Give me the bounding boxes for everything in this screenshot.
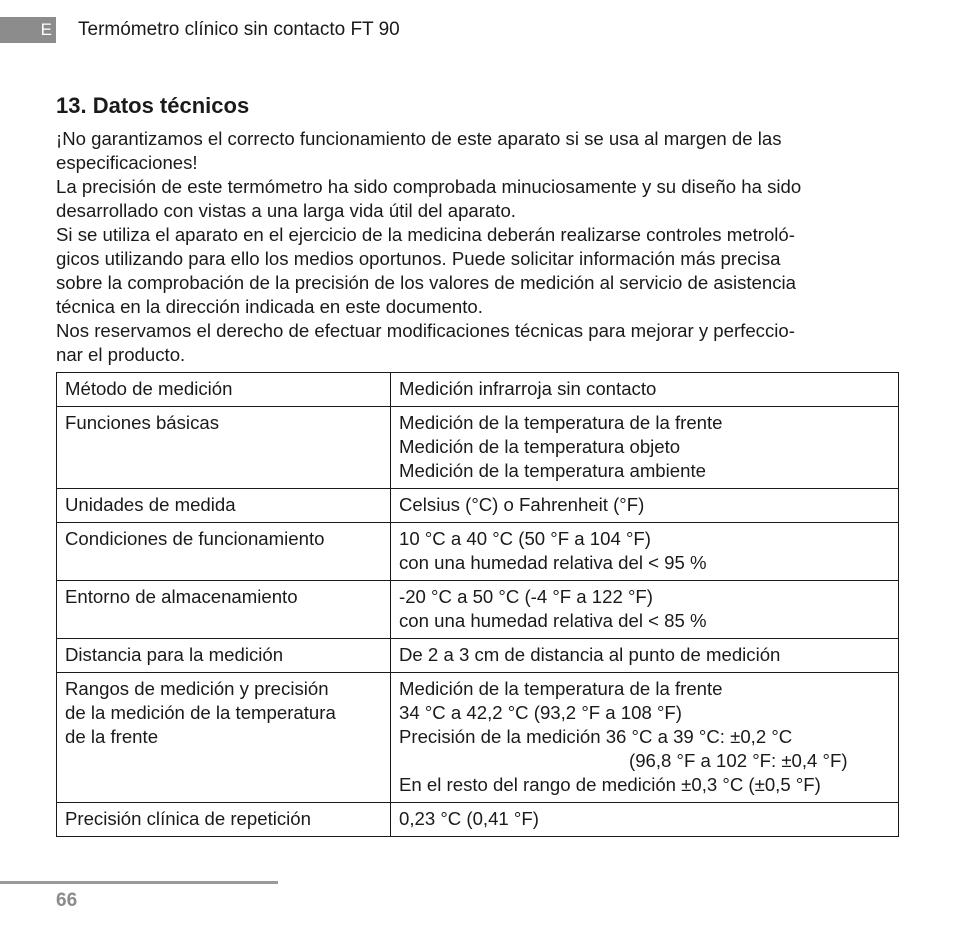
spec-value-line: Medición de la temperatura de la frente (399, 412, 723, 433)
spec-value (391, 639, 899, 673)
spec-label (57, 639, 391, 673)
spec-label-line: Funciones básicas (65, 412, 219, 433)
intro-line: sobre la comprobación de la precisión de los valores de medición al servicio de asistencia (56, 272, 797, 293)
intro-line: desarrollado con vistas a una larga vida útil del aparato. (56, 200, 516, 221)
intro-line: Si se utiliza el aparato en el ejercicio de la medicina deberán realizarse controles metroló- (56, 224, 795, 245)
intro-line: gicos utilizando para ello los medios oportunos. Puede solicitar información más precisa (56, 248, 781, 269)
language-tab: E (0, 17, 56, 43)
intro-line: ¡No garantizamos el correcto funcionamiento de este aparato si se usa al margen de las (56, 128, 782, 149)
table-row (57, 639, 899, 673)
technical-data-table (56, 372, 899, 837)
page-number: 66 (56, 890, 78, 911)
intro-line: nar el producto. (56, 344, 186, 365)
spec-label-line: Unidades de medida (65, 494, 236, 515)
spec-value-line: Medición de la temperatura de la frente (399, 678, 723, 699)
spec-value (391, 523, 899, 581)
spec-label (57, 803, 391, 837)
spec-label (57, 523, 391, 581)
table-row (57, 581, 899, 639)
table-row (57, 373, 899, 407)
spec-label (57, 581, 391, 639)
spec-label (57, 673, 391, 803)
intro-line: Nos reservamos el derecho de efectuar modificaciones técnicas para mejorar y perfeccio- (56, 320, 795, 341)
document-header-title: Termómetro clínico sin contacto FT 90 (78, 19, 400, 40)
spec-value-line: En el resto del rango de medición ±0,3 °C (±0,5 °F) (399, 774, 821, 795)
table-row (57, 489, 899, 523)
spec-label-line: Condiciones de funcionamiento (65, 528, 325, 549)
spec-value-line: 34 °C a 42,2 °C (93,2 °F a 108 °F) (399, 702, 682, 723)
spec-value-line: con una humedad relativa del < 95 % (399, 552, 707, 573)
spec-value (391, 803, 899, 837)
spec-label-line: Precisión clínica de repetición (65, 808, 311, 829)
intro-line: especificaciones! (56, 152, 198, 173)
spec-label-line: Método de medición (65, 378, 233, 399)
intro-text (56, 127, 906, 367)
spec-value-line: Celsius (°C) o Fahrenheit (°F) (399, 494, 645, 515)
spec-value-line: 10 °C a 40 °C (50 °F a 104 °F) (399, 528, 651, 549)
spec-value-line: con una humedad relativa del < 85 % (399, 610, 707, 631)
spec-value-line: Medición infrarroja sin contacto (399, 378, 657, 399)
spec-value (391, 373, 899, 407)
section-title: 13. Datos técnicos (56, 93, 250, 118)
spec-label-line: de la frente (65, 726, 159, 747)
spec-value (391, 407, 899, 489)
spec-label-line: de la medición de la temperatura (65, 702, 336, 723)
spec-value-line: 0,23 °C (0,41 °F) (399, 808, 539, 829)
spec-value-line: -20 °C a 50 °C (-4 °F a 122 °F) (399, 586, 653, 607)
spec-value (391, 581, 899, 639)
spec-label-line: Distancia para la medición (65, 644, 284, 665)
spec-value-line: Medición de la temperatura objeto (399, 436, 681, 457)
intro-line: La precisión de este termómetro ha sido comprobada minuciosamente y su diseño ha sido (56, 176, 802, 197)
table-row (57, 523, 899, 581)
spec-value (391, 673, 899, 803)
spec-label (57, 407, 391, 489)
spec-value (391, 489, 899, 523)
spec-value-line: Medición de la temperatura ambiente (399, 460, 706, 481)
spec-label (57, 373, 391, 407)
spec-label-line: Rangos de medición y precisión (65, 678, 329, 699)
spec-label-line: Entorno de almacenamiento (65, 586, 298, 607)
table-row (57, 407, 899, 489)
spec-value-line: Precisión de la medición 36 °C a 39 °C: ±0,2 °C (399, 726, 793, 747)
intro-line: técnica en la dirección indicada en este documento. (56, 296, 483, 317)
footer-divider (0, 881, 278, 884)
spec-label (57, 489, 391, 523)
table-row (57, 673, 899, 803)
spec-value-line: De 2 a 3 cm de distancia al punto de medición (399, 644, 781, 665)
spec-value-line: (96,8 °F a 102 °F: ±0,4 °F) (629, 750, 848, 771)
table-row (57, 803, 899, 837)
